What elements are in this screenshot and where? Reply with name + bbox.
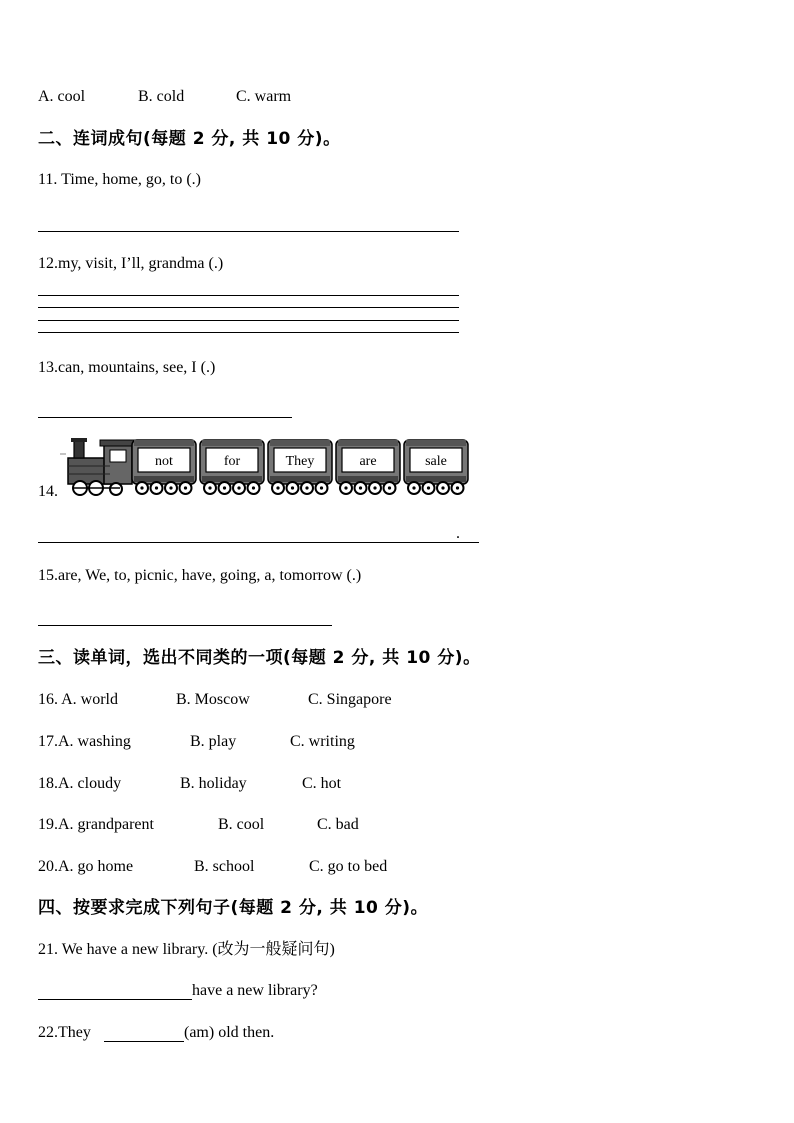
train-illustration xyxy=(60,436,470,500)
locomotive-icon xyxy=(60,438,136,495)
section4-title: 四、按要求完成下列句子(每题 2 分, 共 10 分)。 xyxy=(38,898,429,918)
train-car-word: are xyxy=(359,454,377,469)
q16-option-a: 16. A. world xyxy=(38,691,118,708)
q22-prefix: 22.They xyxy=(38,1024,91,1041)
q13-answer-line[interactable] xyxy=(38,417,292,418)
q12-answer-line-4[interactable] xyxy=(38,332,459,333)
q20-option-b: B. school xyxy=(194,858,255,875)
train-car xyxy=(200,440,264,494)
train-car-word: They xyxy=(285,454,315,469)
q12-prompt: 12.my, visit, I’ll, grandma (.) xyxy=(38,255,224,272)
train-car-word: for xyxy=(223,454,241,469)
q22-answer-blank[interactable] xyxy=(104,1041,184,1042)
q18-option-a: 18.A. cloudy xyxy=(38,775,122,792)
q13-prompt: 13.can, mountains, see, I (.) xyxy=(38,359,216,376)
q12-answer-line-3[interactable] xyxy=(38,320,459,321)
q16-option-b: B. Moscow xyxy=(176,691,250,708)
q20-option-a: 20.A. go home xyxy=(38,858,134,875)
q15-prompt: 15.are, We, to, picnic, have, going, a, tomorrow (.) xyxy=(38,567,362,584)
q17-option-c: C. writing xyxy=(290,733,355,750)
q21-prompt: 21. We have a new library. (改为一般疑问句) xyxy=(38,941,335,958)
q15-answer-line[interactable] xyxy=(38,625,332,626)
q19-option-c: C. bad xyxy=(317,816,359,833)
q21-answer-blank[interactable] xyxy=(38,999,192,1000)
q14-number: 14. xyxy=(38,483,58,500)
q19-option-a: 19.A. grandparent xyxy=(38,816,154,833)
section3-title: 三、读单词，选出不同类的一项(每题 2 分, 共 10 分)。 xyxy=(38,648,481,668)
q19-option-b: B. cool xyxy=(218,816,265,833)
q12-answer-line-1[interactable] xyxy=(38,295,459,296)
q10-option-a: A. cool xyxy=(38,88,86,105)
q18-option-b: B. holiday xyxy=(180,775,247,792)
q10-option-b: B. cold xyxy=(138,88,185,105)
q22-suffix: (am) old then. xyxy=(184,1024,275,1041)
train-car xyxy=(132,440,196,494)
train-car xyxy=(336,440,400,494)
train-car-word: not xyxy=(155,454,173,469)
q11-answer-line[interactable] xyxy=(38,231,459,232)
section2-title: 二、连词成句(每题 2 分, 共 10 分)。 xyxy=(38,129,341,149)
q12-answer-line-2[interactable] xyxy=(38,307,459,308)
q16-option-c: C. Singapore xyxy=(308,691,392,708)
q11-prompt: 11. Time, home, go, to (.) xyxy=(38,171,201,188)
q17-option-b: B. play xyxy=(190,733,237,750)
q18-option-c: C. hot xyxy=(302,775,342,792)
q10-option-c: C. warm xyxy=(236,88,292,105)
q17-option-a: 17.A. washing xyxy=(38,733,131,750)
q21-answer-suffix: have a new library? xyxy=(192,982,318,999)
q14-end-period: . xyxy=(456,525,460,542)
train-car-word: sale xyxy=(425,454,447,469)
q20-option-c: C. go to bed xyxy=(309,858,388,875)
train-car xyxy=(268,440,332,494)
train-car xyxy=(404,440,468,494)
q14-answer-line[interactable] xyxy=(38,542,479,543)
